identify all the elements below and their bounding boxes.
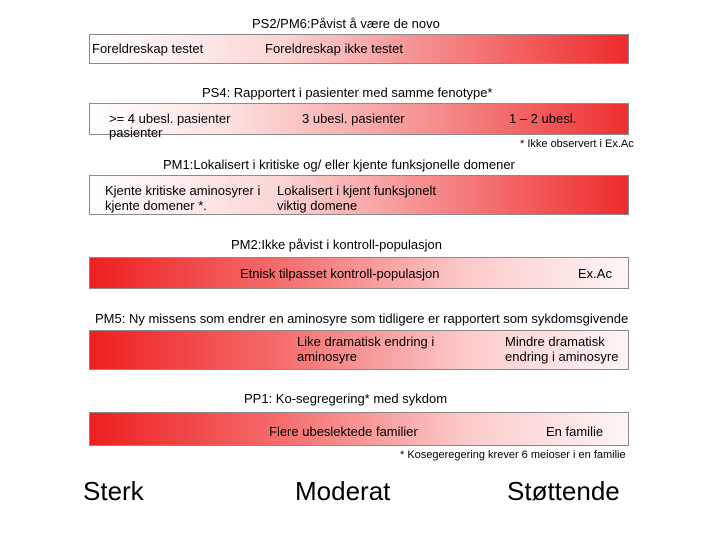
- row-header-ps4: PS4: Rapportert i pasienter med samme fenotype*: [202, 85, 493, 100]
- bar-label: 3 ubesl. pasienter: [302, 111, 405, 126]
- bar-label: Foreldreskap testet: [92, 41, 204, 56]
- bar-label: Like dramatisk endring i aminosyre: [297, 334, 435, 364]
- footnote: * Kosegeregering krever 6 meioser i en familie: [400, 449, 626, 461]
- bar-label: Lokalisert i kjent funksjonelt viktig domene: [277, 183, 436, 213]
- bar-label: Etnisk tilpasset kontroll-populasjon: [240, 266, 440, 281]
- bar-label: pasienter: [109, 125, 163, 140]
- footnote: * Ikke observert i Ex.Ac: [520, 138, 634, 150]
- row-header-ps2-pm6: PS2/PM6:Påvist å være de novo: [252, 16, 440, 31]
- bar-label: Foreldreskap ikke testet: [265, 41, 404, 56]
- row-header-pm5: PM5: Ny missens som endrer en aminosyre som tidligere er rapportert som sykdomsgivende: [95, 311, 629, 326]
- bar-label: En familie: [546, 424, 604, 439]
- scale-moderate: Moderat: [295, 476, 391, 506]
- bar-label: Mindre dramatisk endring i aminosyre: [505, 334, 619, 364]
- row-header-pp1: PP1: Ko-segregering* med sykdom: [244, 391, 448, 406]
- scale-strong: Sterk: [83, 476, 144, 506]
- scale-supporting: Støttende: [507, 476, 620, 506]
- bar-label: Kjente kritiske aminosyrer i kjente domener *.: [105, 183, 261, 213]
- row-header-pm1: PM1:Lokalisert i kritiske og/ eller kjente funksjonelle domener: [163, 157, 515, 172]
- row-header-pm2: PM2:Ikke påvist i kontroll-populasjon: [231, 237, 442, 252]
- bar-label: Ex.Ac: [578, 266, 612, 281]
- bar-label: >= 4 ubesl. pasienter: [109, 111, 231, 126]
- bar-label: Flere ubeslektede familier: [269, 424, 418, 439]
- bar-label: 1 – 2 ubesl.: [509, 111, 577, 126]
